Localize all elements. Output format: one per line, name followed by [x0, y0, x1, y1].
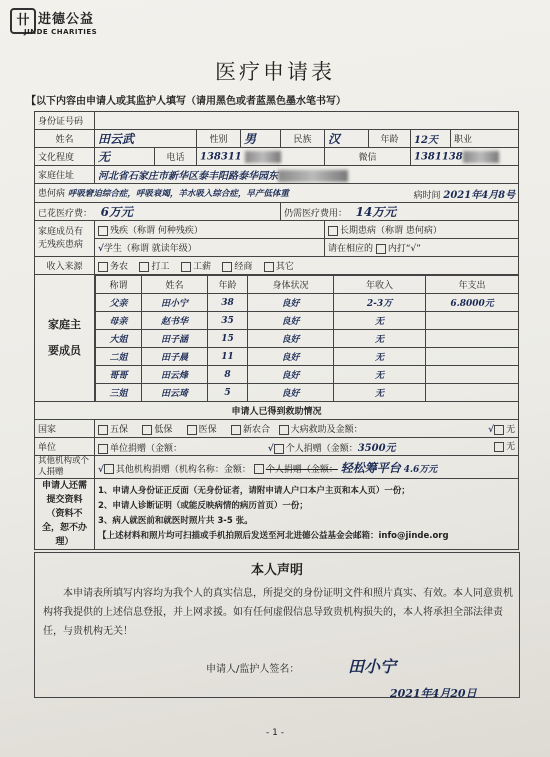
family-health-cell[interactable]: 良好 [248, 294, 334, 312]
row-family-health-a [35, 221, 519, 239]
chronic-option[interactable] [325, 221, 519, 239]
label-phone: 电话 [155, 148, 197, 166]
row-aid-other [35, 456, 519, 479]
family-expense-cell[interactable] [426, 312, 519, 330]
label-disabled: 残疾（称谓 何种残疾） [110, 226, 203, 236]
family-relation-cell[interactable]: 母亲 [96, 312, 142, 330]
family-income-cell[interactable]: 2-3万 [334, 294, 426, 312]
label-age: 年龄 [369, 130, 411, 148]
aid-other-options: √ 其他机构捐赠（机构名称：金额： 个人捐赠（金额： 轻松筹平台 4.6万元 [95, 456, 519, 479]
label-family-members: 家庭主要成员 [35, 275, 95, 402]
checkbox-xinnonghe[interactable] [231, 425, 241, 435]
family-income-cell[interactable]: 无 [334, 384, 426, 402]
spent-field[interactable] [35, 203, 281, 221]
family-member-row [96, 312, 519, 330]
declaration-text: 本申请表所填写内容均为我个人的真实信息，所提交的身份证明文件和照片真实、有效。本人同意贵机构将我提供的上述信息登报，并上网求援。如有任何虚假信息导致贵机构损失的，本人将承担全部法律责任，与贵机构无关！ [43, 588, 513, 637]
tick-hint-cell [325, 239, 519, 257]
label-address: 家庭住址 [35, 166, 95, 184]
application-table [34, 111, 519, 550]
family-header-row [96, 276, 519, 294]
other-org-name: 轻松筹平台 [340, 460, 401, 475]
label-diagnosis-time: 病时间 [413, 190, 441, 201]
family-age-cell[interactable]: 38 [208, 294, 248, 312]
family-table-cell [95, 275, 519, 402]
opt-org-donation: 其他机构捐赠（机构名称：金额： [115, 464, 251, 475]
fam-hdr-expense: 年支出 [426, 276, 519, 294]
aid-none-tick: √ [488, 425, 495, 435]
family-expense-cell[interactable]: 6.8000元 [426, 294, 519, 312]
row-education [35, 148, 519, 166]
family-name-cell[interactable]: 田云琦 [142, 384, 208, 402]
label-ethnicity: 民族 [281, 130, 325, 148]
family-expense-cell[interactable] [426, 384, 519, 402]
opt-salary: 工薪 [192, 262, 211, 272]
aid-unit-options: 单位捐赠（金额： √ 个人捐赠（金额：3500元 无 [95, 438, 519, 456]
checkbox-aid-none[interactable] [494, 425, 504, 435]
checkbox-personal-donation[interactable] [274, 444, 284, 454]
family-income-cell[interactable]: 无 [334, 348, 426, 366]
row-aid-unit [35, 438, 519, 456]
family-relation-cell[interactable]: 大姐 [96, 330, 142, 348]
jinde-logo-icon: 卄 [10, 8, 36, 34]
id-number-field[interactable] [95, 112, 519, 130]
opt-wubao: 五保 [110, 425, 129, 435]
label-aid-country: 国家 [35, 420, 95, 438]
opt-other-personal: 个人捐赠（金额： [265, 464, 338, 475]
row-family-health-b [35, 239, 519, 257]
redacted-wechat [463, 151, 499, 163]
checkbox-unit-none[interactable] [494, 442, 504, 452]
row-costs [35, 203, 519, 221]
student-option[interactable] [95, 239, 325, 257]
material-item-3: 3、病人就医前和就医时照片共 3-5 张。 [98, 516, 253, 526]
row-income-source [35, 257, 519, 275]
gender-field[interactable] [241, 130, 281, 148]
row-address [35, 166, 519, 184]
needed-field[interactable] [281, 203, 519, 221]
label-family-disabled: 家庭成员有无残疾患病 [35, 221, 95, 257]
material-item-4: 【上述材料和照片均可扫描或手机拍照后发送至河北进德公益基金会邮箱：info@jinde.org [98, 531, 449, 541]
label-student: 学生（称谓 就读年级） [103, 244, 197, 254]
name-value: 田云武 [98, 132, 135, 146]
checkbox-yibao[interactable] [187, 425, 197, 435]
personal-donation-amount: 3500元 [357, 443, 396, 454]
address-field[interactable] [95, 166, 519, 184]
label-spent: 已花医疗费： [38, 209, 93, 219]
materials-list [95, 479, 519, 550]
checkbox-business[interactable] [222, 262, 232, 272]
family-member-row [96, 294, 519, 312]
jinde-logo [10, 6, 100, 42]
checkbox-org-donation[interactable] [104, 464, 114, 474]
row-aid-country [35, 420, 519, 438]
form-title: 医疗申请表 [215, 60, 335, 84]
label-id-number: 身份证号码 [35, 112, 95, 130]
needed-value: 14万元 [355, 205, 397, 219]
spent-value: 6万元 [100, 205, 133, 219]
opt-other: 其它 [275, 262, 294, 272]
opt-personal-donation: 个人捐赠（金额： [285, 444, 358, 454]
family-health-cell[interactable]: 良好 [248, 348, 334, 366]
family-member-row [96, 384, 519, 402]
tick-hint-box [376, 244, 386, 254]
family-expense-cell[interactable] [426, 330, 519, 348]
family-income-cell[interactable]: 无 [334, 312, 426, 330]
diagnosis-date-value: 2021年4月8号 [443, 189, 516, 201]
family-members-table [95, 275, 518, 401]
family-age-cell[interactable]: 5 [208, 384, 248, 402]
declaration-box [34, 552, 520, 698]
family-name-cell[interactable]: 田云烽 [142, 366, 208, 384]
family-name-cell[interactable]: 田小宁 [142, 294, 208, 312]
label-education: 文化程度 [35, 148, 95, 166]
family-age-cell[interactable]: 15 [208, 330, 248, 348]
checkbox-labor[interactable] [139, 262, 149, 272]
row-id-number [35, 112, 519, 130]
age-value: 12天 [414, 135, 438, 146]
tick-hint: 请在相应的 [328, 244, 374, 254]
family-name-cell[interactable]: 赵书华 [142, 312, 208, 330]
fam-hdr-relation: 称谓 [96, 276, 142, 294]
income-source-options [95, 257, 519, 275]
family-health-cell[interactable]: 良好 [248, 384, 334, 402]
row-aid-header [35, 402, 519, 420]
page-number: - 1 - [266, 728, 284, 738]
wechat-value: 1381138 [414, 151, 463, 162]
checkbox-salary[interactable] [181, 262, 191, 272]
illness-field[interactable] [35, 184, 519, 203]
fam-hdr-health: 身体状况 [248, 276, 334, 294]
label-gender: 性别 [197, 130, 241, 148]
checkbox-dabing[interactable] [279, 425, 289, 435]
opt-farming: 务农 [110, 262, 129, 272]
redacted-phone [245, 151, 281, 163]
family-health-cell[interactable]: 良好 [248, 366, 334, 384]
family-relation-cell[interactable]: 二姐 [96, 348, 142, 366]
checkbox-wubao[interactable] [98, 425, 108, 435]
row-illness [35, 184, 519, 203]
label-aid-other: 其他机构或个人捐赠 [35, 456, 95, 479]
label-occupation: 职业 [454, 135, 473, 145]
family-relation-cell[interactable]: 哥哥 [96, 366, 142, 384]
phone-field[interactable] [197, 148, 325, 166]
opt-unit-none: 无 [506, 442, 516, 452]
age-field[interactable] [411, 130, 451, 148]
occupation-cell[interactable] [451, 130, 519, 148]
education-value: 无 [98, 150, 111, 164]
label-name: 姓名 [35, 130, 95, 148]
family-relation-cell[interactable]: 父亲 [96, 294, 142, 312]
applicant-signature: 田小宁 [348, 657, 397, 676]
address-value: 河北省石家庄市新华区泰丰阳路泰华园东 [98, 170, 278, 182]
checkbox-other[interactable] [264, 262, 274, 272]
label-illness: 患何病 [38, 188, 66, 199]
name-field[interactable] [95, 130, 197, 148]
opt-xinnonghe: 新农合 [242, 425, 270, 435]
family-expense-cell[interactable] [426, 366, 519, 384]
family-member-row [96, 366, 519, 384]
disabled-option[interactable] [95, 221, 325, 239]
other-org-amount: 4.6万元 [403, 464, 438, 475]
opt-yibao: 医保 [198, 425, 217, 435]
material-item-2: 2、申请人诊断证明（或能反映病情的病历首页）一份； [98, 501, 308, 511]
family-health-cell[interactable]: 良好 [248, 312, 334, 330]
family-expense-cell[interactable] [426, 348, 519, 366]
label-needed: 仍需医疗费用： [284, 209, 348, 219]
family-income-cell[interactable]: 无 [334, 330, 426, 348]
family-income-cell[interactable]: 无 [334, 366, 426, 384]
ethnicity-value: 汉 [328, 132, 341, 146]
student-tick: √ [98, 244, 104, 254]
family-health-cell[interactable]: 良好 [248, 330, 334, 348]
logo-english-name: JINDE CHARITIES [24, 28, 98, 36]
opt-dabing: 大病救助及金额： [290, 425, 363, 435]
row-family-members [35, 275, 519, 402]
fam-hdr-age: 年龄 [208, 276, 248, 294]
aid-header: 申请人已得到救助情况 [35, 402, 519, 420]
family-relation-cell[interactable]: 三姐 [96, 384, 142, 402]
family-member-row [96, 330, 519, 348]
fam-hdr-income: 年收入 [334, 276, 426, 294]
opt-unit-donation: 单位捐赠（金额： [110, 444, 183, 454]
label-wechat: 微信 [325, 148, 411, 166]
redacted-address [278, 170, 348, 182]
label-aid-unit: 单位 [35, 438, 95, 456]
label-income-source: 收入来源 [35, 257, 95, 275]
opt-dibao: 低保 [154, 425, 173, 435]
signed-date: 2021年4月20日 [390, 687, 477, 700]
family-name-cell[interactable]: 田子晨 [142, 348, 208, 366]
family-age-cell[interactable]: 8 [208, 366, 248, 384]
signature-label: 申请人/监护人签名： [206, 664, 300, 675]
opt-aid-none: 无 [506, 425, 516, 435]
checkbox-unit-donation[interactable] [98, 444, 108, 454]
aid-country-options [95, 420, 519, 438]
declaration-title: 本人声明 [250, 563, 303, 578]
row-name [35, 130, 519, 148]
wechat-field[interactable] [411, 148, 519, 166]
checkbox-dibao[interactable] [142, 425, 152, 435]
gender-value: 男 [244, 132, 257, 146]
checkbox-farming[interactable] [98, 262, 108, 272]
checkbox-chronic[interactable] [328, 226, 338, 236]
row-materials [35, 479, 519, 550]
material-item-1: 1、申请人身份证正反面（无身份证者，请附申请人户口本户主页和本人页）一份； [98, 486, 410, 496]
family-age-cell[interactable]: 11 [208, 348, 248, 366]
education-field[interactable] [95, 148, 155, 166]
phone-value: 138311 [200, 151, 242, 162]
family-member-row [96, 348, 519, 366]
logo-chinese-name: 进德公益 [38, 12, 95, 27]
form-instructions: 【以下内容由申请人或其监护人填写（请用黑色或者蓝黑色墨水笔书写） [26, 96, 346, 107]
illness-value: 呼吸窘迫综合症，呼吸衰竭，羊水吸入综合症，早产低体重 [67, 188, 289, 199]
tick-hint-2: 内打“√” [387, 244, 421, 254]
checkbox-other-personal[interactable] [254, 464, 264, 474]
checkbox-disabled[interactable] [98, 226, 108, 236]
opt-labor: 打工 [151, 262, 170, 272]
label-chronic: 长期患病（称谓 患何病） [340, 226, 442, 236]
label-materials: 申请人还需提交资料（资料不全，恕不办理） [35, 479, 95, 550]
family-name-cell[interactable]: 田子涵 [142, 330, 208, 348]
fam-hdr-name: 姓名 [142, 276, 208, 294]
family-age-cell[interactable]: 35 [208, 312, 248, 330]
opt-business: 经商 [234, 262, 253, 272]
ethnicity-field[interactable] [325, 130, 369, 148]
